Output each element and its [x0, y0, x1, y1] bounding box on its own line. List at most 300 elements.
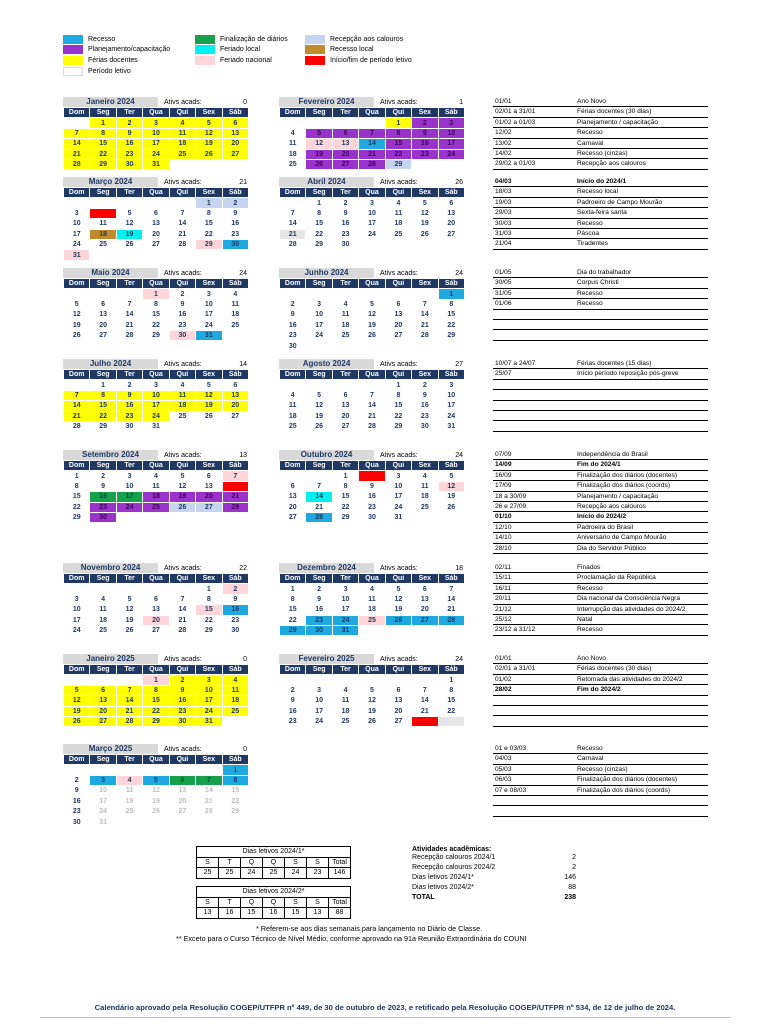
- day-cell: 17: [196, 696, 222, 706]
- day-cell: 15: [90, 401, 116, 411]
- week-row: [280, 605, 465, 615]
- day-cell: 21: [64, 411, 90, 421]
- week-row: [64, 481, 249, 491]
- day-cell: 12: [306, 139, 332, 149]
- weekday-header: Qui: [385, 461, 411, 471]
- weekday-header: Dom: [280, 279, 306, 289]
- day-cell: 4: [385, 198, 411, 208]
- event-description: [577, 411, 708, 420]
- day-cell: 3: [64, 208, 90, 218]
- day-cell: [359, 625, 385, 635]
- day-cell: 23: [332, 229, 358, 239]
- weekday-header: Seg: [306, 461, 332, 471]
- day-cell: 22: [64, 502, 90, 512]
- ativs-count: [158, 452, 249, 459]
- day-cell: 8: [90, 128, 116, 138]
- month-header: [63, 450, 249, 460]
- day-cell: 10: [306, 310, 332, 320]
- weekday-header: Qua: [143, 108, 169, 118]
- day-cell: [359, 380, 385, 390]
- day-cell: 16: [306, 605, 332, 615]
- event-row: [493, 523, 708, 533]
- day-cell: 13: [385, 310, 411, 320]
- day-cell: 2: [280, 685, 306, 695]
- day-cell: [332, 341, 358, 351]
- day-cell: 8: [332, 481, 358, 491]
- day-cell: 22: [222, 796, 248, 806]
- table-header-cell: S: [285, 897, 307, 908]
- day-cell: 3: [306, 299, 332, 309]
- month-header: [279, 268, 465, 278]
- day-cell: 16: [90, 492, 116, 502]
- legend-swatch: [63, 67, 83, 76]
- week-row: [64, 198, 249, 208]
- week-row: [280, 401, 465, 411]
- total-label: TOTAL: [412, 894, 435, 901]
- event-row: [493, 268, 708, 278]
- event-date: 20/11: [495, 595, 512, 603]
- day-cell: 18: [222, 696, 248, 706]
- week-row: [64, 625, 249, 635]
- month-table: [279, 107, 465, 170]
- day-cell: 5: [64, 685, 90, 695]
- day-cell: 2: [412, 380, 438, 390]
- day-cell: 7: [306, 481, 332, 491]
- week-row: [64, 716, 249, 726]
- day-cell: 3: [306, 685, 332, 695]
- table-header-cell: S: [197, 857, 219, 868]
- weekday-header: Dom: [64, 755, 90, 765]
- event-description: Interrupção das atividades do 2024/2: [577, 605, 686, 613]
- day-cell: [412, 341, 438, 351]
- weekday-row: [64, 370, 249, 380]
- day-cell: 7: [359, 390, 385, 400]
- day-cell: 9: [412, 128, 438, 138]
- day-cell: 5: [143, 775, 169, 785]
- day-cell: 2: [169, 289, 195, 299]
- day-cell: 27: [332, 159, 358, 169]
- weekday-header: Sex: [196, 755, 222, 765]
- month-table: [63, 107, 249, 170]
- day-cell: 23: [280, 330, 306, 340]
- day-cell: 21: [196, 796, 222, 806]
- event-row: [493, 390, 708, 400]
- event-date: [493, 380, 577, 389]
- event-date: 31/05: [495, 289, 512, 297]
- month-calendar: [63, 268, 249, 341]
- weekday-header: Seg: [90, 461, 116, 471]
- weekday-header: Dom: [64, 279, 90, 289]
- day-cell: 9: [116, 128, 142, 138]
- day-cell: 8: [385, 390, 411, 400]
- day-cell: [169, 159, 195, 169]
- day-cell: [196, 765, 222, 775]
- weekday-header: Sex: [196, 188, 222, 198]
- event-description: [577, 796, 708, 805]
- day-cell: 25: [169, 411, 195, 421]
- day-cell: [116, 250, 142, 260]
- event-row: [493, 481, 708, 491]
- event-date: 01/01: [495, 655, 512, 662]
- day-cell: [116, 675, 142, 685]
- day-cell: 8: [90, 390, 116, 400]
- day-cell: 6: [280, 481, 306, 491]
- table-cell: 15: [285, 908, 307, 919]
- day-cell: 9: [222, 594, 248, 604]
- day-cell: 10: [438, 390, 464, 400]
- events-group: [493, 450, 708, 554]
- day-cell: 5: [438, 471, 464, 481]
- day-cell: 6: [385, 299, 411, 309]
- day-cell: 24: [196, 706, 222, 716]
- day-cell: [412, 625, 438, 635]
- legend-swatch: [305, 56, 325, 65]
- day-cell: 1: [438, 675, 464, 685]
- day-cell: 26: [306, 159, 332, 169]
- day-cell: 9: [306, 594, 332, 604]
- day-cell: 26: [196, 149, 222, 159]
- day-cell: [438, 716, 464, 726]
- day-cell: 4: [332, 299, 358, 309]
- weekday-header: Seg: [90, 279, 116, 289]
- day-cell: 22: [90, 149, 116, 159]
- day-cell: 29: [90, 159, 116, 169]
- day-cell: 13: [196, 481, 222, 491]
- day-cell: 10: [306, 696, 332, 706]
- day-cell: 29: [306, 239, 332, 249]
- day-cell: 17: [90, 796, 116, 806]
- day-cell: 13: [280, 492, 306, 502]
- day-cell: [306, 289, 332, 299]
- weekday-header: Qua: [359, 370, 385, 380]
- week-row: [64, 696, 249, 706]
- day-cell: 12: [438, 481, 464, 491]
- day-cell: 21: [359, 149, 385, 159]
- event-row: [493, 421, 708, 431]
- day-cell: 11: [332, 696, 358, 706]
- day-cell: [280, 118, 306, 128]
- month-calendar: [279, 450, 465, 523]
- day-cell: [280, 471, 306, 481]
- events-group: [493, 563, 708, 636]
- event-row: [493, 187, 708, 197]
- week-row: [280, 706, 465, 716]
- day-cell: 23: [222, 615, 248, 625]
- day-cell: 22: [385, 149, 411, 159]
- table-caption-row: [197, 847, 351, 858]
- day-cell: 5: [169, 471, 195, 481]
- legend-label: Início/fim de período letivo: [330, 57, 412, 64]
- day-cell: 20: [169, 796, 195, 806]
- month-title: Novembro 2024: [63, 563, 158, 573]
- day-cell: [116, 512, 142, 522]
- day-cell: 29: [143, 330, 169, 340]
- month-table: [279, 664, 465, 727]
- day-cell: [90, 198, 116, 208]
- day-cell: 23: [90, 502, 116, 512]
- month-title: Janeiro 2024: [63, 97, 158, 107]
- day-cell: 7: [116, 685, 142, 695]
- weekday-header: Dom: [280, 108, 306, 118]
- event-row: [493, 786, 708, 796]
- day-cell: 29: [332, 512, 358, 522]
- table-header-cell: T: [219, 897, 241, 908]
- day-cell: 5: [306, 390, 332, 400]
- day-cell: 25: [280, 159, 306, 169]
- weekday-header: Sáb: [222, 755, 248, 765]
- day-cell: [222, 512, 248, 522]
- day-cell: 6: [332, 390, 358, 400]
- day-cell: 18: [332, 706, 358, 716]
- event-row: [493, 310, 708, 320]
- day-cell: [438, 159, 464, 169]
- month-header: [279, 177, 465, 187]
- week-row: [280, 481, 465, 491]
- week-row: [64, 796, 249, 806]
- day-cell: 26: [64, 330, 90, 340]
- ativs-value: 0: [243, 98, 247, 106]
- day-cell: [143, 584, 169, 594]
- event-date: 01 e 03/03: [495, 745, 527, 752]
- month-title: Dezembro 2024: [279, 563, 374, 573]
- week-row: [64, 390, 249, 400]
- event-date: [493, 401, 577, 410]
- event-row: [493, 685, 708, 695]
- day-cell: 31: [385, 512, 411, 522]
- weekday-row: [280, 461, 465, 471]
- day-cell: 25: [359, 615, 385, 625]
- week-row: [64, 706, 249, 716]
- day-cell: 28: [169, 625, 195, 635]
- day-cell: 14: [64, 401, 90, 411]
- dias-letivos-2024-2-table: [196, 886, 351, 919]
- day-cell: 30: [116, 421, 142, 431]
- legend-item: [305, 35, 403, 45]
- ativs-label: Ativs acads:: [164, 745, 202, 753]
- month-title: Junho 2024: [279, 268, 374, 278]
- day-cell: 16: [412, 139, 438, 149]
- month-calendar: [63, 359, 249, 432]
- weekday-header: Dom: [64, 370, 90, 380]
- event-description: Fim do 2024/2: [577, 686, 621, 694]
- day-cell: 7: [64, 128, 90, 138]
- day-cell: 1: [438, 289, 464, 299]
- ativs-count: [374, 361, 465, 368]
- day-cell: 26: [412, 229, 438, 239]
- weekday-header: Qua: [359, 574, 385, 584]
- day-cell: 25: [222, 320, 248, 330]
- weekday-header: Qua: [143, 279, 169, 289]
- day-cell: 29: [280, 625, 306, 635]
- table-cell: 88: [329, 908, 351, 919]
- legend-swatch: [305, 35, 325, 44]
- day-cell: [116, 584, 142, 594]
- week-row: [64, 401, 249, 411]
- day-cell: 29: [143, 716, 169, 726]
- day-cell: 16: [280, 320, 306, 330]
- day-cell: 1: [385, 380, 411, 390]
- day-cell: 27: [169, 806, 195, 816]
- month-title: Abril 2024: [279, 177, 374, 187]
- day-cell: 17: [332, 605, 358, 615]
- day-cell: 8: [143, 299, 169, 309]
- event-date: 28/10: [495, 544, 512, 552]
- day-cell: 24: [438, 149, 464, 159]
- event-row: [493, 744, 708, 754]
- day-cell: 18: [280, 149, 306, 159]
- event-date: 06/03: [495, 776, 512, 784]
- day-cell: 6: [196, 471, 222, 481]
- ativs-value: 0: [243, 655, 247, 663]
- day-cell: 9: [280, 310, 306, 320]
- day-cell: 12: [359, 696, 385, 706]
- weekday-header: Sex: [196, 370, 222, 380]
- day-cell: 10: [385, 481, 411, 491]
- event-date: [493, 330, 577, 339]
- day-cell: 1: [280, 584, 306, 594]
- day-cell: 17: [143, 401, 169, 411]
- day-cell: 11: [385, 208, 411, 218]
- day-cell: 23: [306, 615, 332, 625]
- day-cell: 21: [222, 492, 248, 502]
- day-cell: 16: [412, 401, 438, 411]
- event-description: Aniversário de Campo Mourão: [577, 534, 667, 542]
- weekday-header: Sex: [196, 108, 222, 118]
- day-cell: 27: [143, 239, 169, 249]
- day-cell: 19: [116, 229, 142, 239]
- week-row: [64, 765, 249, 775]
- atividade-label: Dias letivos 2024/2*: [412, 884, 474, 891]
- day-cell: 31: [143, 159, 169, 169]
- day-cell: [306, 471, 332, 481]
- month-header: [63, 563, 249, 573]
- weekday-header: Sáb: [222, 461, 248, 471]
- event-description: Planejamento / capacitação: [577, 118, 659, 126]
- event-date: [493, 706, 577, 715]
- day-cell: 7: [222, 471, 248, 481]
- day-cell: 14: [438, 594, 464, 604]
- day-cell: 28: [116, 716, 142, 726]
- event-row: [493, 278, 708, 288]
- day-cell: 5: [412, 198, 438, 208]
- day-cell: 27: [385, 716, 411, 726]
- month-title: Julho 2024: [63, 359, 158, 369]
- day-cell: 19: [64, 706, 90, 716]
- ativs-count: [374, 565, 465, 572]
- event-date: 29/02 a 01/03: [495, 160, 536, 168]
- weekday-row: [280, 574, 465, 584]
- day-cell: [64, 380, 90, 390]
- week-row: [280, 471, 465, 481]
- weekday-header: Dom: [280, 665, 306, 675]
- legend-label: Feriado nacional: [220, 57, 272, 64]
- event-description: Início do 2024/1: [577, 178, 627, 185]
- month-table: [63, 187, 249, 261]
- day-cell: 24: [359, 229, 385, 239]
- day-cell: 1: [64, 471, 90, 481]
- event-description: Planejamento / capacitação: [577, 492, 659, 500]
- event-description: Recepção aos calouros: [577, 160, 646, 168]
- ativs-label: Ativs acads:: [380, 360, 418, 368]
- day-cell: [143, 512, 169, 522]
- day-cell: 19: [196, 139, 222, 149]
- event-row: [493, 716, 708, 726]
- day-cell: 12: [64, 696, 90, 706]
- weekday-header: Ter: [116, 574, 142, 584]
- day-cell: [64, 289, 90, 299]
- day-cell: 15: [385, 139, 411, 149]
- week-row: [64, 471, 249, 481]
- day-cell: 13: [90, 696, 116, 706]
- day-cell: 23: [116, 149, 142, 159]
- week-row: [280, 208, 465, 218]
- day-cell: 3: [143, 118, 169, 128]
- day-cell: [169, 512, 195, 522]
- day-cell: 17: [438, 401, 464, 411]
- event-date: 05/03: [495, 765, 512, 773]
- day-cell: 20: [438, 219, 464, 229]
- week-row: [64, 330, 249, 340]
- event-row: [493, 471, 708, 481]
- day-cell: [412, 512, 438, 522]
- day-cell: 15: [143, 696, 169, 706]
- day-cell: 11: [332, 310, 358, 320]
- weekday-header: Qui: [385, 370, 411, 380]
- day-cell: 25: [222, 706, 248, 716]
- weekday-header: Qui: [385, 279, 411, 289]
- day-cell: [359, 289, 385, 299]
- event-description: Natal: [577, 615, 593, 623]
- ativs-label: Ativs acads:: [380, 98, 418, 106]
- legend-swatch: [195, 45, 215, 54]
- week-row: [64, 817, 249, 827]
- weekday-header: Sáb: [222, 665, 248, 675]
- event-date: [493, 310, 577, 319]
- month-table: [279, 278, 465, 352]
- event-row: [493, 654, 708, 664]
- day-cell: 17: [116, 492, 142, 502]
- weekday-header: Ter: [332, 461, 358, 471]
- event-date: [493, 696, 577, 705]
- ativs-value: 14: [239, 360, 247, 368]
- month-calendar: [279, 97, 465, 170]
- event-row: [493, 380, 708, 390]
- day-cell: [116, 765, 142, 775]
- event-description: Retomada das atividades do 2024/2: [577, 675, 683, 683]
- ativs-label: Ativs acads:: [380, 451, 418, 459]
- event-row: [493, 563, 708, 573]
- ativs-count: [374, 656, 465, 663]
- day-cell: 27: [332, 421, 358, 431]
- weekday-header: Sáb: [222, 279, 248, 289]
- day-cell: 21: [280, 229, 306, 239]
- event-date: [493, 390, 577, 399]
- day-cell: 18: [385, 219, 411, 229]
- ativs-count: [158, 565, 249, 572]
- day-cell: 6: [412, 584, 438, 594]
- day-cell: 28: [222, 502, 248, 512]
- day-cell: 12: [169, 481, 195, 491]
- event-description: Recesso: [577, 289, 603, 297]
- day-cell: 12: [196, 390, 222, 400]
- day-cell: 25: [385, 229, 411, 239]
- week-row: [280, 149, 465, 159]
- event-description: Páscoa: [577, 229, 599, 237]
- event-date: [493, 716, 577, 725]
- day-cell: 1: [332, 471, 358, 481]
- day-cell: 4: [143, 471, 169, 481]
- day-cell: 9: [222, 208, 248, 218]
